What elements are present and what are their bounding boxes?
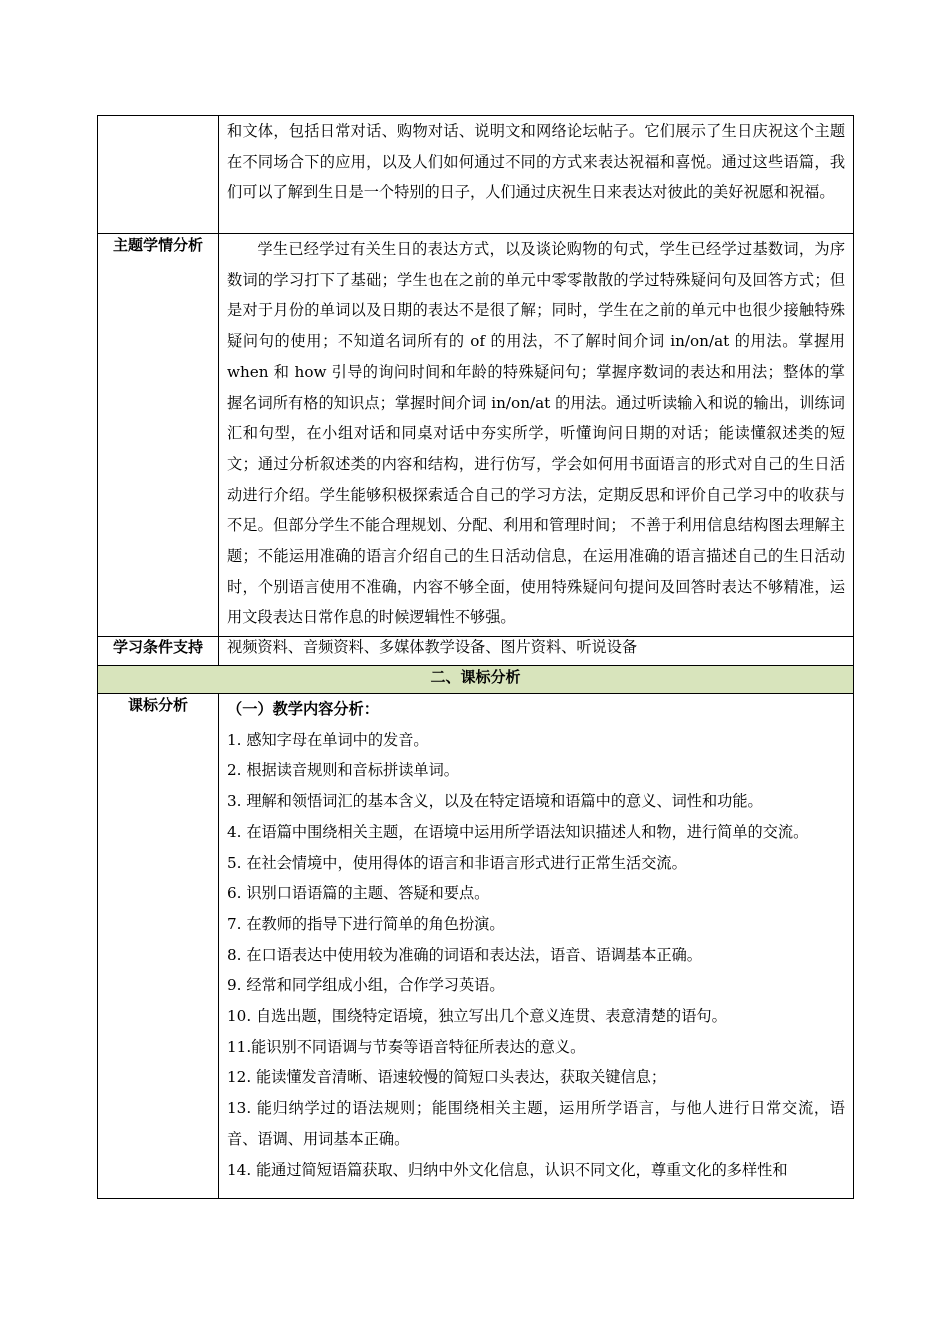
curriculum-item: 10. 自选出题，围绕特定语境，独立写出几个意义连贯、表意清楚的语句。 xyxy=(227,1007,727,1026)
curriculum-heading: （一）教学内容分析： xyxy=(227,700,379,718)
curriculum-label: 课标分析 xyxy=(98,694,219,1199)
curriculum-item: 14. 能通过简短语篇获取、归纳中外文化信息，认识不同文化，尊重文化的多样性和 xyxy=(227,1160,788,1179)
theme-text-row xyxy=(98,116,854,234)
theme-text-label xyxy=(98,116,219,234)
student-analysis-paragraph: 学生已经学过有关生日的表达方式，以及谈论购物的句式，学生已经学过基数词，为序数词的学习打下了基础；学生也在之前的单元中零零散散的学过特殊疑问句及回答方式；但是对于月份的单词以及日期的表达不是很了解；同时，学生在之前的单元中也很少接触特殊疑问句的使用；不知道名词所有的 of 的用法，不了解时间介词 in/on/at 的用法。掌握用 when 和 how 引导的询问时间和年龄的特殊疑问句；掌握序数词的表达和用法；整体的掌握名词所有格的知识点；掌握时间介词 in/on/at 的用法。通过听读输入和说的输出，训练词汇和句型，在小组对话和同桌对话中夯实所学，听懂询问日期的对话；能读懂叙述类的短文；通过分析叙述类的内容和结构，进行仿写，学会如何用书面语言的形式对自己的生日活动进行介绍。学生能够积极探索适合自己的学习方法，定期反思和评价自己学习中的收获与不足。但部分学生不能合理规划、分配、利用和管理时间； 不善于利用信息结构图去理解主题；不能运用准确的语言介绍自己的生日活动信息，在运用准确的语言描述自己的生日活动时，个别语言使用不准确，内容不够全面，使用特殊疑问句提问及回答时表达不够精准，运用文段表达日常作息的时候逻辑性不够强。 xyxy=(227,240,845,627)
student-analysis-cell xyxy=(219,234,854,637)
learning-support-row xyxy=(98,637,854,666)
curriculum-item: 2. 根据读音规则和音标拼读单词。 xyxy=(227,761,459,780)
theme-text-paragraph: 和文体，包括日常对话、购物对话、说明文和网络论坛帖子。它们展示了生日庆祝这个主题在不同场合下的应用，以及人们如何通过不同的方式来表达祝福和喜悦。通过这些语篇，我们可以了解到生日是一个特别的日子，人们通过庆祝生日来表达对彼此的美好祝愿和祝福。 xyxy=(227,122,845,202)
curriculum-cell xyxy=(219,694,854,1199)
student-analysis-row xyxy=(98,234,854,637)
curriculum-item: 9. 经常和同学组成小组，合作学习英语。 xyxy=(227,976,505,995)
curriculum-item: 13. 能归纳学过的语法规则；能围绕相关主题，运用所学语言，与他人进行日常交流，语音、语调、用词基本正确。 xyxy=(227,1099,845,1148)
curriculum-item: 12. 能读懂发音清晰、语速较慢的简短口头表达，获取关键信息； xyxy=(227,1068,667,1087)
curriculum-item: 11.能识别不同语调与节奏等语音特征所表达的意义。 xyxy=(227,1037,586,1056)
curriculum-row xyxy=(98,694,854,1199)
curriculum-item: 4. 在语篇中围绕相关主题，在语境中运用所学语法知识描述人和物，进行简单的交流。 xyxy=(227,822,809,841)
theme-text-cell xyxy=(219,116,854,234)
lesson-plan-table xyxy=(97,115,854,1199)
section-header-row xyxy=(98,666,854,694)
curriculum-item: 3. 理解和领悟词汇的基本含义，以及在特定语境和语篇中的意义、词性和功能。 xyxy=(227,792,763,811)
curriculum-item: 6. 识别口语语篇的主题、答疑和要点。 xyxy=(227,884,490,903)
curriculum-item: 5. 在社会情境中，使用得体的语言和非语言形式进行正常生活交流。 xyxy=(227,853,687,872)
learning-support-label: 学习条件支持 xyxy=(98,637,219,666)
curriculum-item: 8. 在口语表达中使用较为准确的词语和表达法，语音、语调基本正确。 xyxy=(227,945,702,964)
section-title: 二、课标分析 xyxy=(98,666,854,694)
learning-support-text: 视频资料、音频资料、多媒体教学设备、图片资料、听说设备 xyxy=(219,637,854,666)
student-analysis-label: 主题学情分析 xyxy=(98,234,219,637)
curriculum-item: 7. 在教师的指导下进行简单的角色扮演。 xyxy=(227,914,505,933)
curriculum-item: 1. 感知字母在单词中的发音。 xyxy=(227,730,429,749)
